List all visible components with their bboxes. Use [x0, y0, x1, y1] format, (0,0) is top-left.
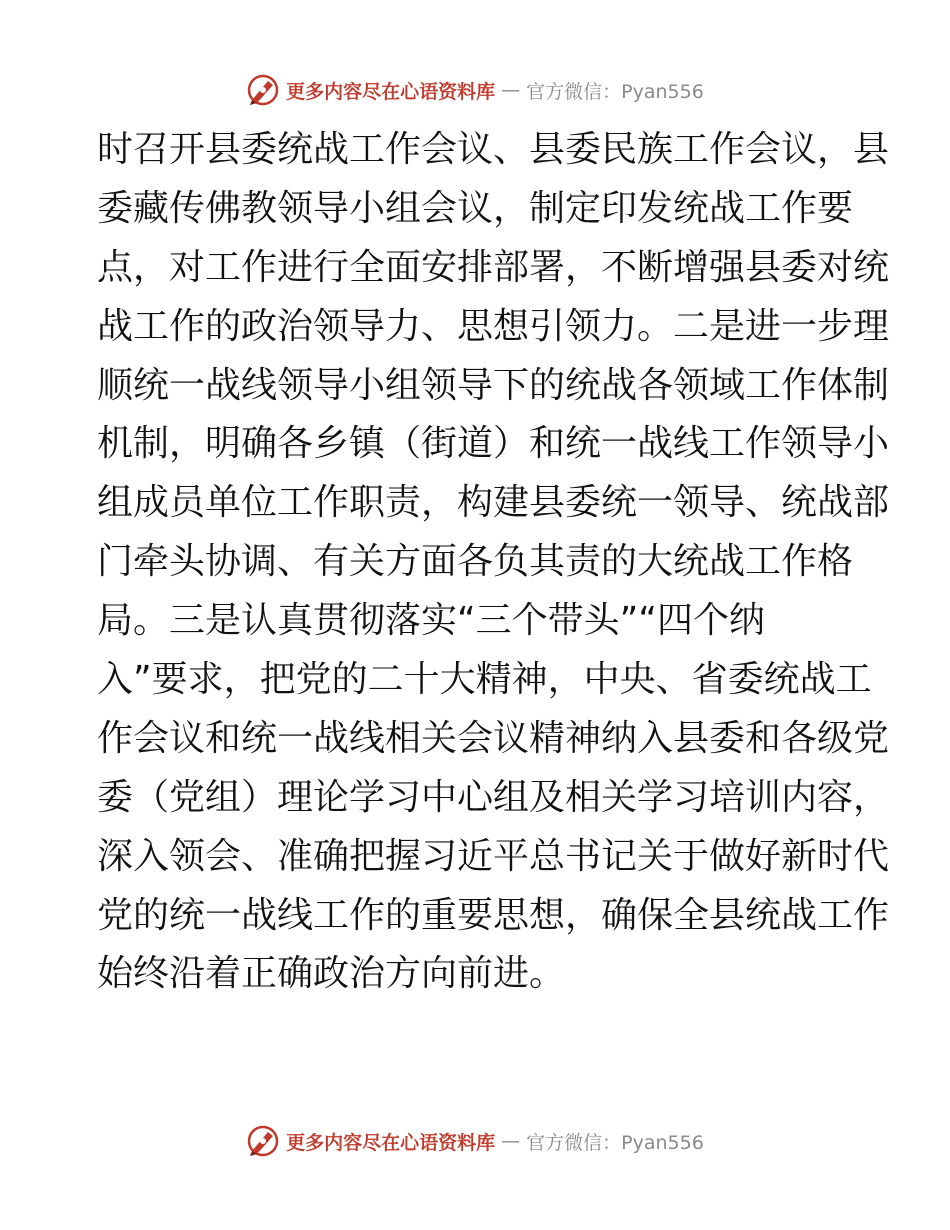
- pen-logo-icon: [246, 73, 280, 107]
- footer-wechat-text: 官方微信：Pyan556: [526, 1131, 704, 1154]
- body-line: 委藏传佛教领导小组会议，制定印发统战工作要: [97, 187, 854, 229]
- body-line: 作会议和统一战线相关会议精神纳入县委和各级党: [97, 717, 890, 759]
- body-line: 局。三是认真贯彻落实“三个带头”“四个纳: [97, 600, 765, 642]
- header-separator: —: [501, 79, 521, 101]
- footer-banner: [0, 1121, 950, 1161]
- body-line: 时召开县委统战工作会议、县委民族工作会议，县: [97, 129, 890, 170]
- body-line: 委（党组）理论学习中心组及相关学习培训内容，: [97, 776, 890, 818]
- header-brand-text: 更多内容尽在心语资料库: [286, 80, 496, 103]
- body-line: 点，对工作进行全面安排部署，不断增强县委对统: [97, 246, 890, 288]
- body-line: 始终沿着正确政治方向前进。: [97, 953, 566, 995]
- body-line: 战工作的政治领导力、思想引领力。二是进一步理: [97, 305, 890, 347]
- body-line: 顺统一战线领导小组领导下的统战各领域工作体制: [97, 364, 890, 406]
- body-line: 深入领会、准确把握习近平总书记关于做好新时代: [97, 835, 890, 877]
- body-line: 党的统一战线工作的重要思想，确保全县统战工作: [97, 894, 890, 936]
- body-line: 入”要求，把党的二十大精神，中央、省委统战工: [97, 659, 872, 701]
- header-banner: [0, 70, 950, 110]
- body-line: 机制，明确各乡镇（街道）和统一战线工作领导小: [97, 423, 890, 465]
- footer-separator: —: [501, 1130, 521, 1152]
- document-body: [97, 121, 890, 1004]
- body-line: 门牵头协调、有关方面各负其责的大统战工作格: [97, 541, 854, 583]
- body-line: 组成员单位工作职责，构建县委统一领导、统战部: [97, 482, 890, 524]
- footer-brand-text: 更多内容尽在心语资料库: [286, 1131, 496, 1154]
- header-wechat-text: 官方微信：Pyan556: [526, 80, 704, 103]
- pen-logo-icon: [246, 1124, 280, 1158]
